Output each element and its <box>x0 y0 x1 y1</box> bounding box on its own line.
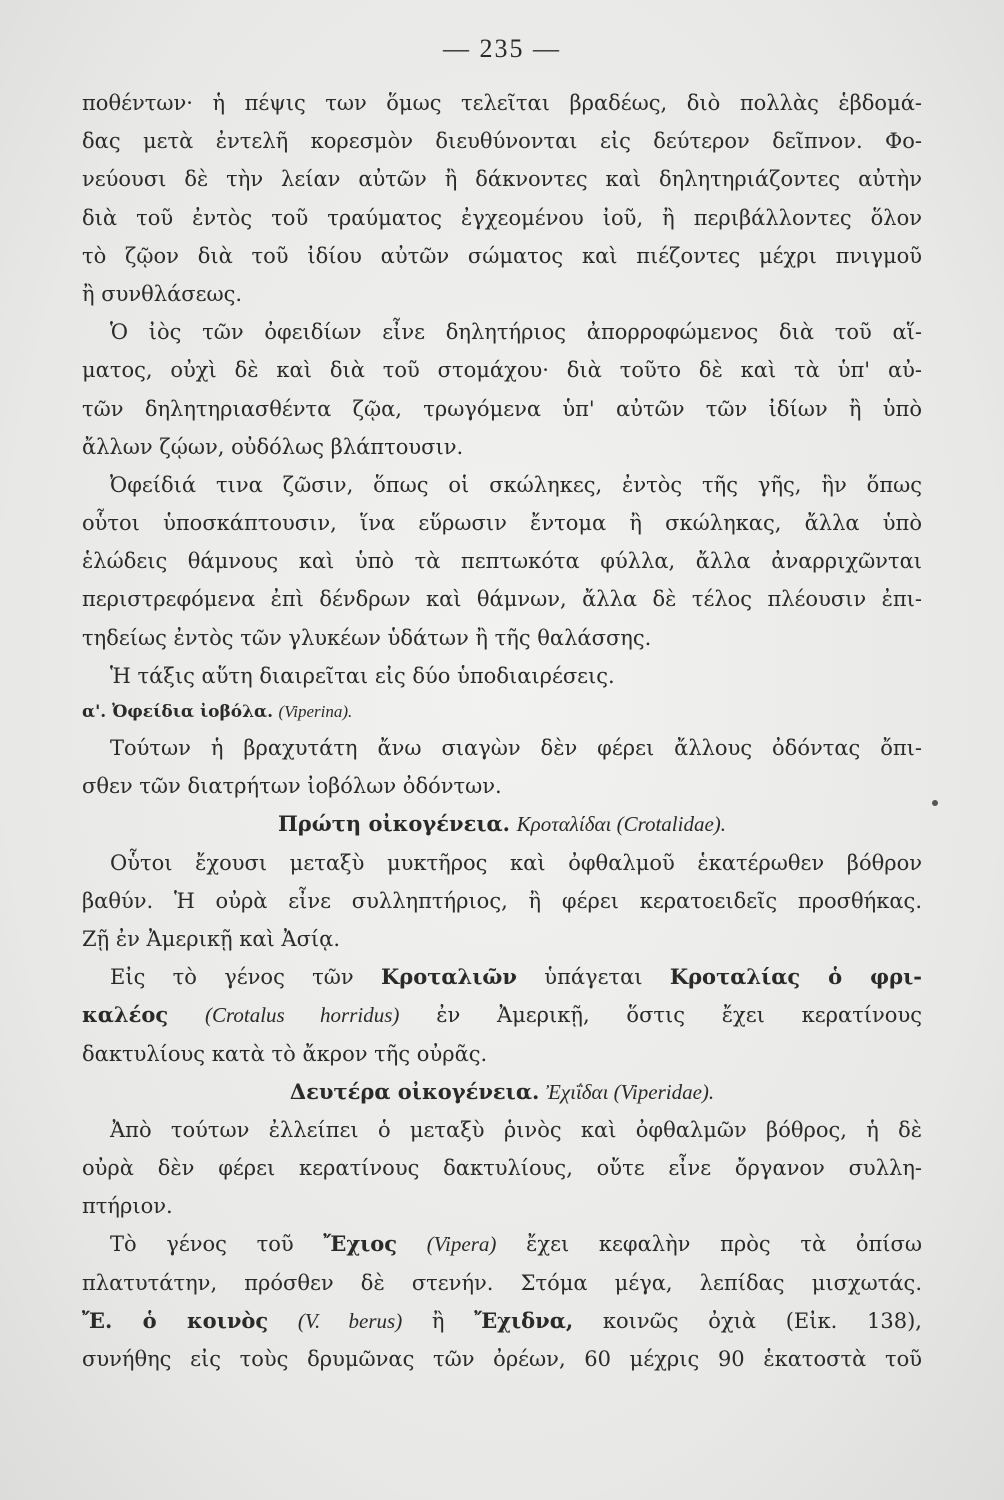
text-line: Τούτων ἡ βραχυτάτη ἄνω σιαγὼν δὲν φέρει ἄλλους ὀδόντας ὄπι- <box>110 736 922 760</box>
text-line: Ζῇ ἐν Ἀμερικῇ καὶ Ἀσίᾳ. <box>82 926 341 951</box>
text-line: διὰ τοῦ ἐντὸς τοῦ τραύματος ἐγχεομένου ἰοῦ, ἢ περιβάλλοντες ὅλον <box>82 205 922 230</box>
body-text <box>82 84 922 1378</box>
text-line: οὗτοι ὑποσκάπτουσιν, ἵνα εὕρωσιν ἔντομα ἢ σκώληκας, ἄλλα ὑπὸ <box>82 511 922 536</box>
family-heading <box>82 805 922 843</box>
section-heading <box>82 695 922 729</box>
text-line: συνήθης εἰς τοὺς δρυμῶνας τῶν ὀρέων, 60 μέχρις 90 ἑκατοστὰ τοῦ <box>82 1347 922 1371</box>
family-heading <box>82 1073 922 1111</box>
text-line: Ὀφείδιά τινα ζῶσιν, ὅπως οἱ σκώληκες, ἐντὸς τῆς γῆς, ἣν ὅπως <box>110 472 922 497</box>
text-line: τῶν δηλητηριασθέντα ζῷα, τρωγόμενα ὑπ' αὐτῶν τῶν ἰδίων ἢ ὑπὸ <box>82 396 922 421</box>
text-line: τηδείως ἐντὸς τῶν γλυκέων ὑδάτων ἢ τῆς θαλάσσης. <box>82 625 652 650</box>
text-line: δας μετὰ ἐντελῆ κορεσμὸν διευθύνονται εἰς δεύτερον δεῖπνον. Φο- <box>82 129 922 154</box>
text-line: ἑλώδεις θάμνους καὶ ὑπὸ τὰ πεπτωκότα φύλλα, ἄλλα ἀναρριχῶνται <box>82 549 922 574</box>
text-line: Οὗτοι ἔχουσι μεταξὺ μυκτῆρος καὶ ὀφθαλμοῦ ἑκατέρωθεν βόθρον <box>110 850 922 875</box>
text-line: καλέος (Crotalus horridus) ἐν Ἀμερικῇ, ὅστις ἔχει κερατίνους <box>82 1002 922 1028</box>
text-line: βαθύν. Ἡ οὐρὰ εἶνε συλληπτήριος, ἢ φέρει κερατοειδεῖς προσθήκας. <box>82 888 922 913</box>
text-line: δακτυλίους κατὰ τὸ ἄκρον τῆς οὐρᾶς. <box>82 1041 488 1066</box>
text-line: Ἀπὸ τούτων ἐλλείπει ὁ μεταξὺ ῥινὸς καὶ ὀφθαλμῶν βόθρος, ἡ δὲ <box>110 1117 922 1142</box>
genus-name: Κροταλιῶν <box>381 964 517 990</box>
genus-name: Ἔχιος <box>323 1231 398 1257</box>
family-label: Πρώτη οἰκογένεια. <box>277 811 510 837</box>
family-name: Ἐχιΐδαι (Viperidae). <box>546 1079 715 1104</box>
text-line: νεύουσι δὲ τὴν λείαν αὐτῶν ἢ δάκνοντες καὶ δηλητηριάζοντες αὐτὴν <box>82 167 922 192</box>
species-name: Ἔ. ὁ κοινὸς <box>82 1307 269 1333</box>
text-line: οὐρὰ δὲν φέρει κερατίνους δακτυλίους, οὔτε εἶνε ὄργανον συλλη- <box>82 1156 922 1181</box>
page-number: — 235 — <box>443 34 561 63</box>
text-line: ματος, οὐχὶ δὲ καὶ διὰ τοῦ στομάχου· διὰ τοῦτο δὲ καὶ τὰ ὑπ' αὐ- <box>82 358 922 383</box>
ink-speck <box>932 800 938 806</box>
text-line: πτήριον. <box>82 1194 173 1219</box>
text-line: περιστρεφόμενα ἐπὶ δένδρων καὶ θάμνων, ἄλλα δὲ τέλος πλέουσιν ἐπι- <box>82 587 922 612</box>
text-line: Εἰς τὸ γένος τῶν Κροταλιῶν ὑπάγεται Κροταλίας ὁ φρι- <box>110 964 922 990</box>
text-line: σθεν τῶν διατρήτων ἰοβόλων ὀδόντων. <box>82 774 502 799</box>
text-line: τὸ ζῷον διὰ τοῦ ἰδίου αὐτῶν σώματος καὶ πιέζοντες μέχρι πνιγμοῦ <box>82 243 922 268</box>
heading-label: α'. Ὀφείδια ἰοβόλα. <box>82 702 274 722</box>
text-line: πλατυτάτην, πρόσθεν δὲ στενήν. Στόμα μέγα, λεπίδας μισχωτάς. <box>82 1270 922 1295</box>
family-name: Κροταλίδαι (Crotalidae). <box>516 812 727 837</box>
text-line: ἢ συνθλάσεως. <box>82 281 243 306</box>
text-line: Ὁ ἰὸς τῶν ὀφειδίων εἶνε δηλητήριος ἀπορροφώμενος διὰ τοῦ αἵ- <box>110 320 922 345</box>
heading-latin: (Viperina). <box>278 702 353 721</box>
text-line: ποθέντων· ἡ πέψις των ὅμως τελεῖται βραδέως, διὸ πολλὰς ἑβδομά- <box>82 91 922 115</box>
species-name: Κροταλίας ὁ φρι- <box>669 964 922 990</box>
text-line: Ἔ. ὁ κοινὸς (V. berus) ἢ Ἔχιδνα, κοινῶς ὀχιὰ (Εἰκ. 138), <box>82 1307 922 1333</box>
text-line: Τὸ γένος τοῦ Ἔχιος (Vipera) ἔχει κεφαλὴν πρὸς τὰ ὀπίσω <box>110 1231 922 1257</box>
text-line: ἄλλων ζῴων, οὐδόλως βλάπτουσιν. <box>82 434 464 459</box>
text-line: Ἡ τάξις αὕτη διαιρεῖται εἰς δύο ὑποδιαιρέσεις. <box>110 663 615 688</box>
family-label: Δευτέρα οἰκογένεια. <box>289 1078 540 1104</box>
